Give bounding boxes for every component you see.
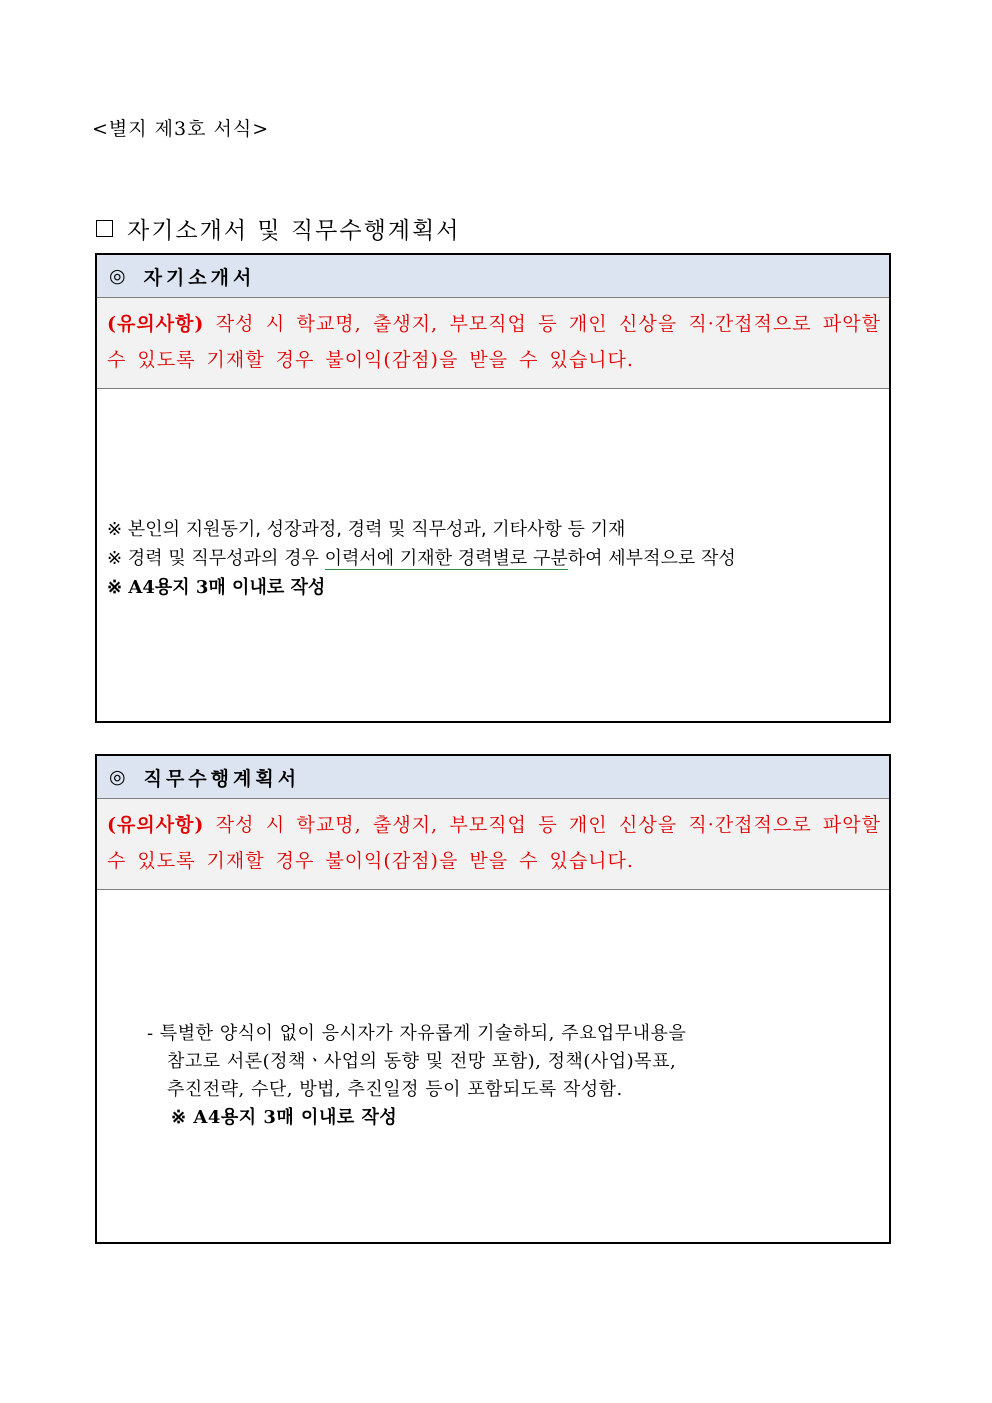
double-circle-icon: ◎: [109, 766, 130, 788]
guide-line-page-limit: ※ A4용지 3매 이내로 작성: [171, 1107, 398, 1128]
guide-line: ※ 경력 및 직무성과의 경우 이력서에 기재한 경력별로 구분하여 세부적으로 작성: [107, 548, 736, 569]
writing-guide: [107, 515, 736, 602]
caution-text: 작성 시 학교명, 출생지, 부모직업 등 개인 신상을 직·간접적으로 파악할 수 있도록 기재할 경우 불이익(감점)을 받을 수 있습니다.: [107, 313, 881, 371]
self-introduction-section: [95, 253, 891, 723]
section-header-text: 직무수행계획서: [143, 767, 301, 790]
writing-guide: [147, 1020, 686, 1132]
document-title: [96, 212, 460, 245]
document-title-text: 자기소개서 및 직무수행계획서: [127, 218, 461, 244]
caution-lead: (유의사항): [107, 814, 205, 836]
guide-line: ※ 본인의 지원동기, 성장과정, 경력 및 직무성과, 기타사항 등 기재: [107, 519, 626, 540]
caution-note: [97, 799, 889, 890]
guide-line-page-limit: ※ A4용지 3매 이내로 작성: [107, 577, 326, 598]
double-circle-icon: ◎: [109, 265, 130, 287]
guide-line: 추진전략, 수단, 방법, 추진일정 등이 포함되도록 작성함.: [167, 1079, 623, 1100]
guide-line: - 특별한 양식이 없이 응시자가 자유롭게 기술하되, 주요업무내용을: [147, 1023, 687, 1044]
section-header: [97, 255, 889, 298]
checkbox-icon: [96, 220, 113, 237]
underlined-phrase: 이력서에 기재한 경력별로 구분: [324, 548, 568, 569]
section-header-text: 자기소개서: [143, 266, 256, 289]
caution-note: [97, 298, 889, 389]
job-plan-section: [95, 754, 891, 1244]
section-header: [97, 756, 889, 799]
caution-lead: (유의사항): [107, 313, 205, 335]
caution-text: 작성 시 학교명, 출생지, 부모직업 등 개인 신상을 직·간접적으로 파악할 수 있도록 기재할 경우 불이익(감점)을 받을 수 있습니다.: [107, 814, 881, 872]
writing-area[interactable]: [97, 389, 889, 722]
guide-line: 참고로 서론(정책ㆍ사업의 동향 및 전망 포함), 정책(사업)목표,: [167, 1051, 677, 1072]
writing-area[interactable]: [97, 890, 889, 1240]
form-number-label: <별지 제3호 서식>: [92, 118, 270, 140]
